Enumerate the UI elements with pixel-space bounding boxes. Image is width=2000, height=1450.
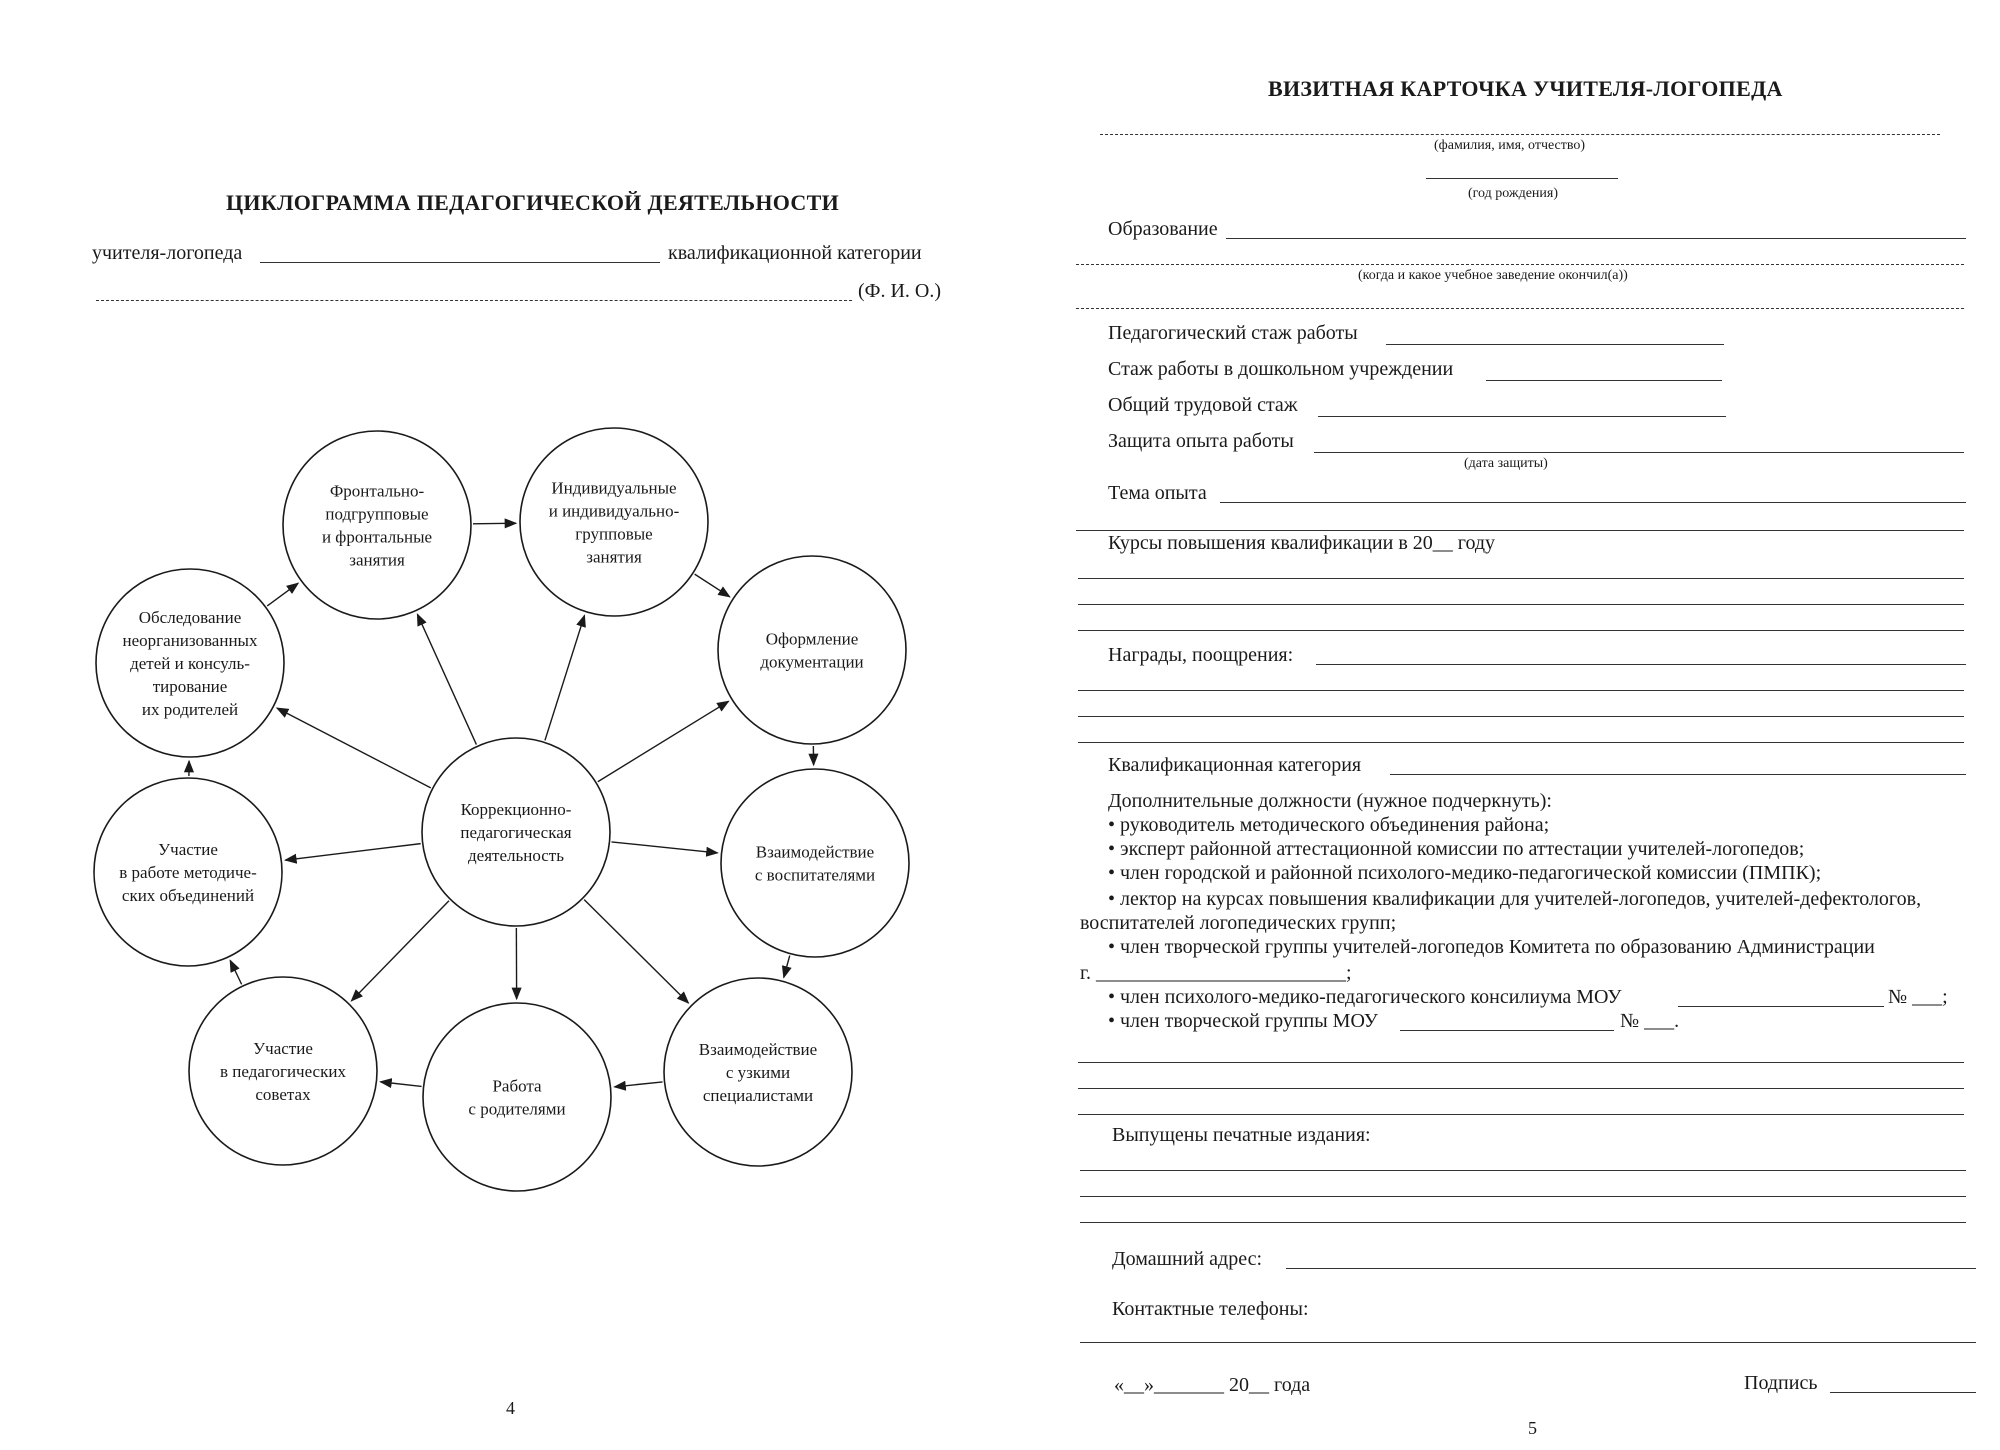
ped-experience-label: Педагогический стаж работы [1108, 322, 1358, 344]
arrow-frontal-to-individual [473, 523, 516, 524]
node-frontal-label-line: Фронтально- [329, 481, 425, 501]
arrow-survey-to-frontal [267, 583, 298, 606]
node-individual-label-line: занятия [586, 547, 642, 567]
node-educators-label-line: Взаимодействие [755, 842, 875, 862]
preschool-experience-label: Стаж работы в дошкольном учреждении [1108, 358, 1454, 380]
node-documents [718, 556, 906, 744]
node-frontal-label-line: занятия [349, 550, 405, 570]
node-educators-label-line: с воспитателями [754, 865, 876, 885]
node-specialists-label-line: Взаимодействие [698, 1040, 818, 1059]
category-line [1390, 774, 1966, 775]
mou-group-label: • член творческой группы МОУ [1108, 1010, 1378, 1032]
arrow-center-to-survey [277, 708, 431, 788]
node-parents-label-line: с родителями [468, 1099, 566, 1119]
category-label: квалификационной категории [668, 242, 922, 264]
node-councils-label-line: советах [255, 1085, 311, 1104]
education-line-2 [1076, 264, 1964, 265]
education-line [1226, 238, 1966, 239]
position-4: • лектор на курсах повышения квалификации для учителей-логопедов, учителей-дефектологов, [1108, 888, 1922, 910]
teacher-label: учителя-логопеда [92, 242, 243, 264]
node-councils-label-line: Участие [253, 1039, 313, 1058]
node-frontal-label-line: подгрупповые [325, 504, 429, 524]
node-parents [423, 1003, 611, 1191]
node-survey-label-line: неорганизованных [122, 631, 258, 650]
publications-line-1 [1080, 1170, 1966, 1171]
category-field-label: Квалификационная категория [1108, 754, 1362, 776]
birth-hint: (год рождения) [1468, 186, 1559, 201]
positions-line-2 [1078, 1088, 1964, 1089]
node-survey-label-line: детей и консуль- [130, 654, 250, 673]
education-label: Образование [1108, 218, 1218, 240]
node-individual [520, 428, 708, 616]
node-educators [721, 769, 909, 957]
additional-positions-label: Дополнительные должности (нужное подчеркнуть): [1108, 790, 1552, 812]
node-individual-label-line: групповые [575, 524, 653, 544]
address-line [1286, 1268, 1976, 1269]
arrow-parents-to-councils [380, 1082, 421, 1087]
arrow-councils-to-method [230, 960, 241, 984]
courses-label: Курсы повышения квалификации в 20__ году [1108, 532, 1496, 554]
right-page-title: ВИЗИТНАЯ КАРТОЧКА УЧИТЕЛЯ-ЛОГОПЕДА [1268, 76, 1783, 101]
node-individual-label-line: и индивидуально- [548, 501, 680, 521]
publications-line-3 [1080, 1222, 1966, 1223]
node-documents-label-line: документации [760, 652, 864, 672]
node-survey-label-line: тирование [152, 677, 228, 696]
total-experience-label: Общий трудовой стаж [1108, 394, 1298, 416]
fio-field-line [1100, 134, 1940, 135]
courses-line-2 [1078, 604, 1964, 605]
node-specialists-label-line: специалистами [702, 1086, 814, 1105]
node-method-label-line: ских объединений [121, 886, 255, 905]
arrow-center-to-councils [351, 901, 449, 1001]
awards-line-3 [1078, 716, 1964, 717]
mou-group-number: № ___. [1620, 1010, 1680, 1032]
birth-field-line [1426, 178, 1618, 179]
topic-label: Тема опыта [1108, 482, 1207, 504]
position-1: • руководитель методического объединения района; [1108, 814, 1550, 836]
phones-label: Контактные телефоны: [1112, 1298, 1309, 1320]
arrow-center-to-specialists [584, 900, 688, 1003]
position-3: • член городской и районной психолого-медико-педагогической комиссии (ПМПК); [1108, 862, 1822, 884]
fio-hint: (фамилия, имя, отчество) [1434, 138, 1586, 153]
positions-line-1 [1078, 1062, 1964, 1063]
courses-line-3 [1078, 630, 1964, 631]
node-parents-label-line: Работа [492, 1076, 542, 1096]
awards-line-4 [1078, 742, 1964, 743]
mou-group-line [1400, 1030, 1614, 1031]
arrow-center-to-method [285, 844, 420, 861]
ped-experience-line [1386, 344, 1724, 345]
phones-line [1080, 1342, 1976, 1343]
arrow-center-to-documents [598, 701, 729, 781]
arrow-individual-to-documents [695, 574, 730, 597]
node-center-label-line: деятельность [468, 846, 564, 865]
node-center-label-line: педагогическая [460, 823, 572, 842]
node-frontal-label-line: и фронтальные [321, 527, 433, 547]
school-hint: (когда и какое учебное заведение окончил(а)) [1358, 268, 1628, 283]
node-survey-label-line: их родителей [141, 700, 239, 719]
node-method-label-line: в работе методиче- [119, 863, 257, 882]
consilium-number: № ___; [1888, 986, 1948, 1008]
publications-line-2 [1080, 1196, 1966, 1197]
date-field: «__»_______ 20__ года [1114, 1374, 1311, 1396]
node-specialists-label-line: с узкими [725, 1063, 791, 1082]
address-label: Домашний адрес: [1112, 1248, 1263, 1270]
education-line-3 [1076, 308, 1964, 309]
defense-line [1314, 452, 1964, 453]
total-experience-line [1318, 416, 1726, 417]
awards-line [1316, 664, 1966, 665]
right-page-number: 5 [1528, 1418, 1537, 1438]
topic-line-2 [1076, 530, 1964, 531]
node-center-label-line: Коррекционно- [460, 800, 572, 819]
awards-label: Награды, поощрения: [1108, 644, 1294, 666]
awards-line-2 [1078, 690, 1964, 691]
position-5: воспитателей логопедических групп; [1080, 912, 1397, 934]
preschool-experience-line [1486, 380, 1722, 381]
defense-label: Защита опыта работы [1108, 430, 1294, 452]
left-page-number: 4 [506, 1398, 515, 1418]
signature-line [1830, 1392, 1976, 1393]
node-frontal [283, 431, 471, 619]
signature-label: Подпись [1744, 1372, 1818, 1394]
position-2: • эксперт районной аттестационной комиссии по аттестации учителей-логопедов; [1108, 838, 1805, 860]
position-6: • член творческой группы учителей-логопедов Комитета по образованию Администрации [1108, 936, 1875, 958]
consilium-label: • член психолого-медико-педагогического консилиума МОУ [1108, 986, 1622, 1008]
arrow-educators-to-specialists [784, 956, 790, 978]
arrow-center-to-educators [611, 842, 717, 853]
left-page-title: ЦИКЛОГРАММА ПЕДАГОГИЧЕСКОЙ ДЕЯТЕЛЬНОСТИ [226, 190, 839, 215]
courses-line-1 [1078, 578, 1964, 579]
node-survey-label-line: Обследование [138, 608, 242, 627]
defense-hint: (дата защиты) [1464, 456, 1548, 471]
arrow-center-to-individual [545, 615, 585, 740]
arrow-center-to-frontal [417, 614, 476, 744]
position-7: г. _________________________; [1080, 962, 1352, 984]
node-method-label-line: Участие [158, 840, 218, 859]
node-councils-label-line: в педагогических [220, 1062, 346, 1081]
positions-line-3 [1078, 1114, 1964, 1115]
topic-line [1220, 502, 1966, 503]
publications-label: Выпущены печатные издания: [1112, 1124, 1371, 1146]
node-individual-label-line: Индивидуальные [551, 478, 677, 498]
consilium-line [1678, 1006, 1884, 1007]
fio-label: (Ф. И. О.) [858, 280, 942, 302]
node-documents-label-line: Оформление [765, 629, 859, 649]
arrow-specialists-to-parents [614, 1082, 662, 1087]
